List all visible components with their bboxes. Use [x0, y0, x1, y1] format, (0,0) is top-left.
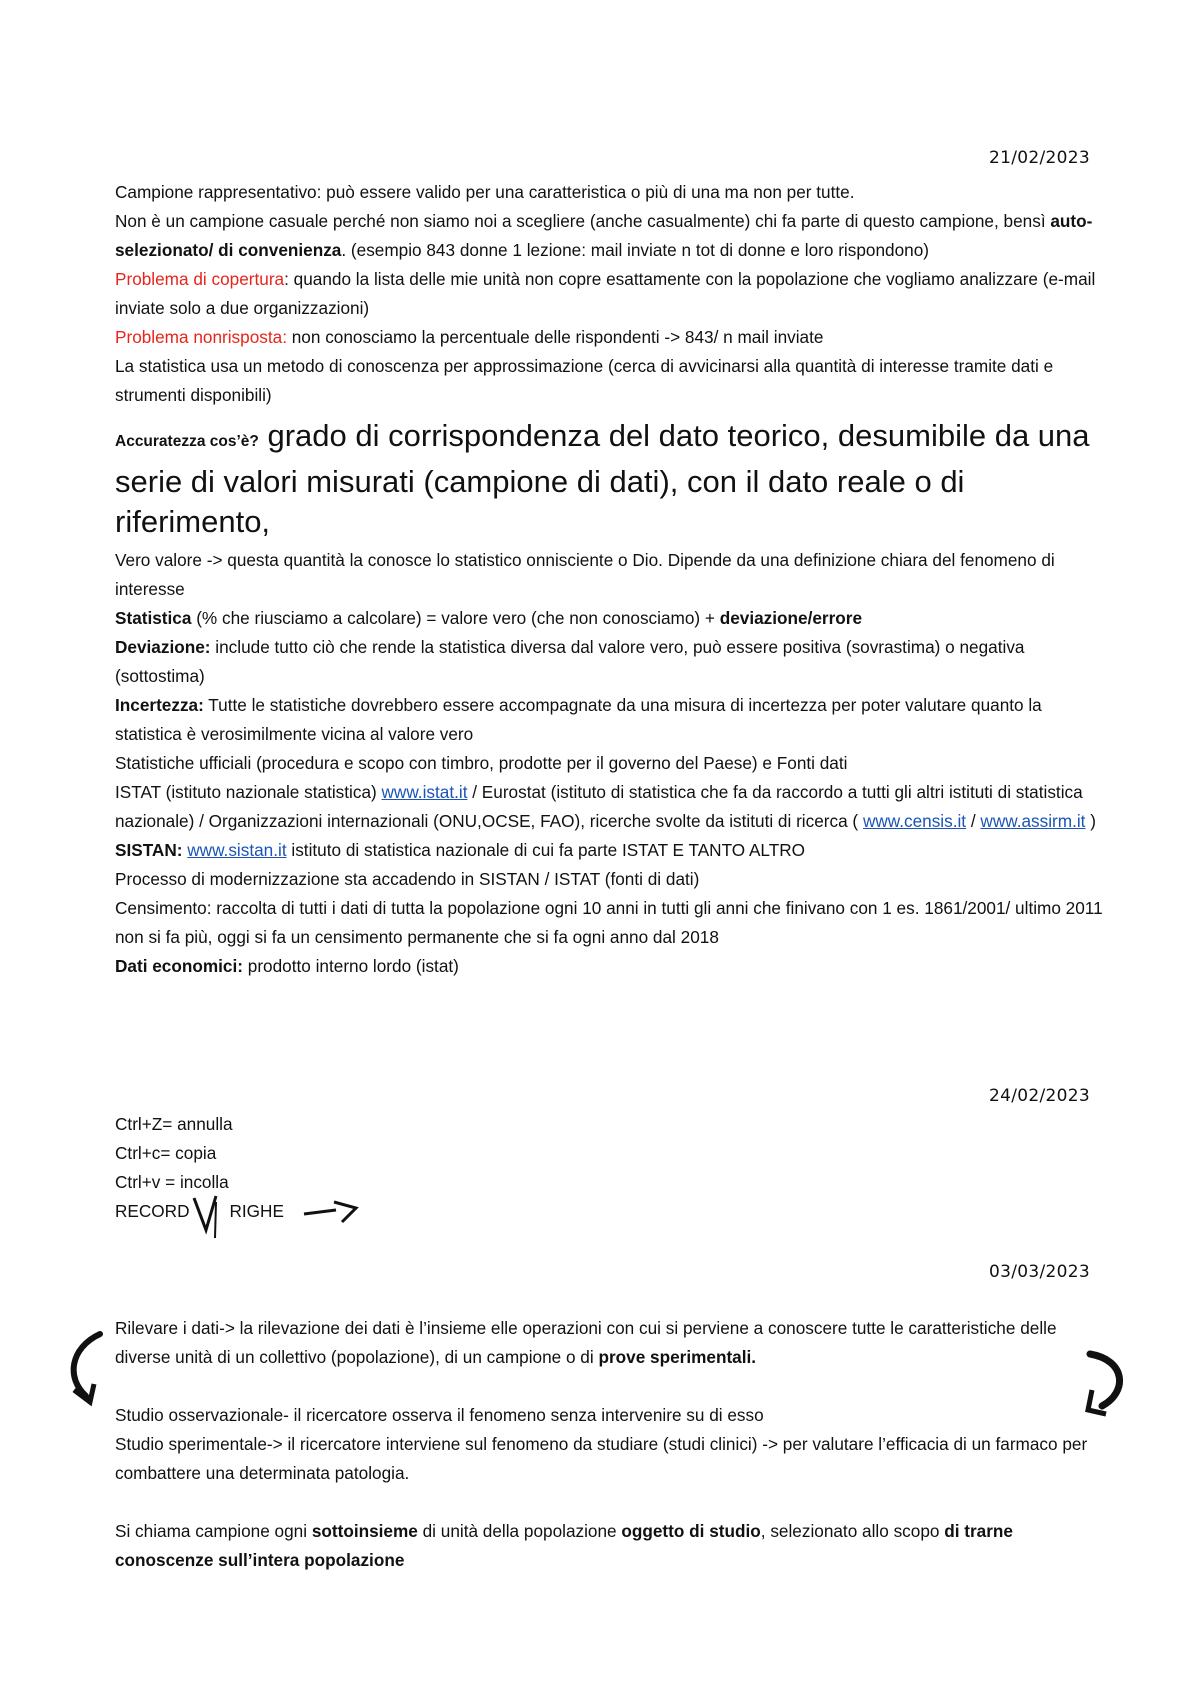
date-heading: 24/02/2023 — [989, 1086, 1090, 1106]
notes-section-1 — [115, 178, 1105, 981]
assirm-link[interactable]: www.assirm.it — [980, 811, 1086, 831]
paragraph: Processo di modernizzazione sta accadendo in SISTAN / ISTAT (fonti di dati) — [115, 869, 700, 889]
paragraph: RECORD RIGHE — [115, 1201, 284, 1221]
paragraph: Studio sperimentale-> il ricercatore interviene sul fenomeno da studiare (studi clinici) -> per valutare l’efficacia di un farmaco per combattere una determinata patologia. — [115, 1434, 1088, 1483]
shortcut-line: Ctrl+v = incolla — [115, 1172, 229, 1192]
highlight-label: Problema di copertura — [115, 269, 285, 289]
paragraph: Problema di copertura: quando la lista delle mie unità non copre esattamente con la popolazione che vogliamo analizzare (e-mail inviate solo a due organizzazioni) — [115, 269, 1096, 318]
paragraph: Statistica (% che riusciamo a calcolare) = valore vero (che non conosciamo) + deviazione/errore — [115, 608, 863, 628]
paragraph: Problema nonrisposta: non conosciamo la percentuale delle rispondenti -> 843/ n mail inviate — [115, 327, 824, 347]
paragraph: Studio osservazionale- il ricercatore osserva il fenomeno senza intervenire su di esso — [115, 1405, 764, 1425]
paragraph: Dati economici: prodotto interno lordo (istat) — [115, 956, 459, 976]
date-heading: 21/02/2023 — [989, 148, 1090, 168]
paragraph: Incertezza: Tutte le statistiche dovrebbero essere accompagnate da una misura di incertezza per poter valutare quanto la statistica è verosimilmente vicina al valore vero — [115, 695, 1042, 744]
paragraph: La statistica usa un metodo di conoscenza per approssimazione (cerca di avvicinarsi alla quantità di interesse tramite dati e strumenti disponibili) — [115, 356, 1054, 405]
shortcut-line: Ctrl+Z= annulla — [115, 1114, 233, 1134]
istat-link[interactable]: www.istat.it — [381, 782, 468, 802]
highlight-label: Problema nonrisposta: — [115, 327, 287, 347]
curved-arrow-right-icon — [1084, 1350, 1134, 1420]
paragraph: Statistiche ufficiali (procedura e scopo con timbro, prodotte per il governo del Paese) e Fonti dati — [115, 753, 848, 773]
notes-section-3 — [115, 1314, 1105, 1575]
paragraph: ISTAT (istituto nazionale statistica) www.istat.it / Eurostat (istituto di statistica che fa da raccordo a tutti gli altri istituti di statistica nazionale) / Organizzazioni internazionali (ONU,OCSE, FAO), ricerche svolte da istituti di ricerca ( www.censis.it / www.assirm.it ) — [115, 782, 1096, 831]
censis-link[interactable]: www.censis.it — [862, 811, 967, 831]
paragraph: Deviazione: include tutto ciò che rende la statistica diversa dal valore vero, può essere positiva (sovrastima) o negativa (sottostima) — [115, 637, 1025, 686]
paragraph: SISTAN: www.sistan.it istituto di statistica nazionale di cui fa parte ISTAT E TANTO ALTRO — [115, 840, 805, 860]
paragraph: Accuratezza cos’è? grado di corrispondenza del dato teorico, desumibile da una serie di valori misurati (campione di dati), con il dato reale o di riferimento, — [115, 418, 1090, 539]
paragraph: Non è un campione casuale perché non siamo noi a scegliere (anche casualmente) chi fa parte di questo campione, bensì auto-selezionato/ di convenienza. (esempio 843 donne 1 lezione: mail inviate n tot di donne e loro rispondono) — [115, 211, 1093, 260]
notes-section-2 — [115, 1110, 1105, 1226]
curved-arrow-left-icon — [62, 1330, 112, 1410]
paragraph: Campione rappresentativo: può essere valido per una caratteristica o più di una ma non per tutte. — [115, 182, 855, 202]
paragraph: Censimento: raccolta di tutti i dati di tutta la popolazione ogni 10 anni in tutti gli anni che finivano con 1 es. 1861/2001/ ultimo 2011 non si fa più, oggi si fa un censimento permanente che si fa ogni anno dal 2018 — [115, 898, 1103, 947]
paragraph: Si chiama campione ogni sottoinsieme di unità della popolazione oggetto di studio, selezionato allo scopo di trarne conoscenze sull’intera popolazione — [115, 1521, 1013, 1570]
sistan-link[interactable]: www.sistan.it — [187, 840, 287, 860]
date-heading: 03/03/2023 — [989, 1262, 1090, 1282]
shortcut-line: Ctrl+c= copia — [115, 1143, 217, 1163]
paragraph: Vero valore -> questa quantità la conosce lo statistico onnisciente o Dio. Dipende da una definizione chiara del fenomeno di interesse — [115, 550, 1055, 599]
right-arrow-icon — [302, 1198, 362, 1228]
down-arrow-icon — [190, 1192, 230, 1242]
paragraph: Rilevare i dati-> la rilevazione dei dati è l’insieme elle operazioni con cui si perviene a conoscere tutte le caratteristiche delle diverse unità di un collettivo (popolazione), di un campione o di prove sperimentali. — [115, 1318, 1057, 1367]
